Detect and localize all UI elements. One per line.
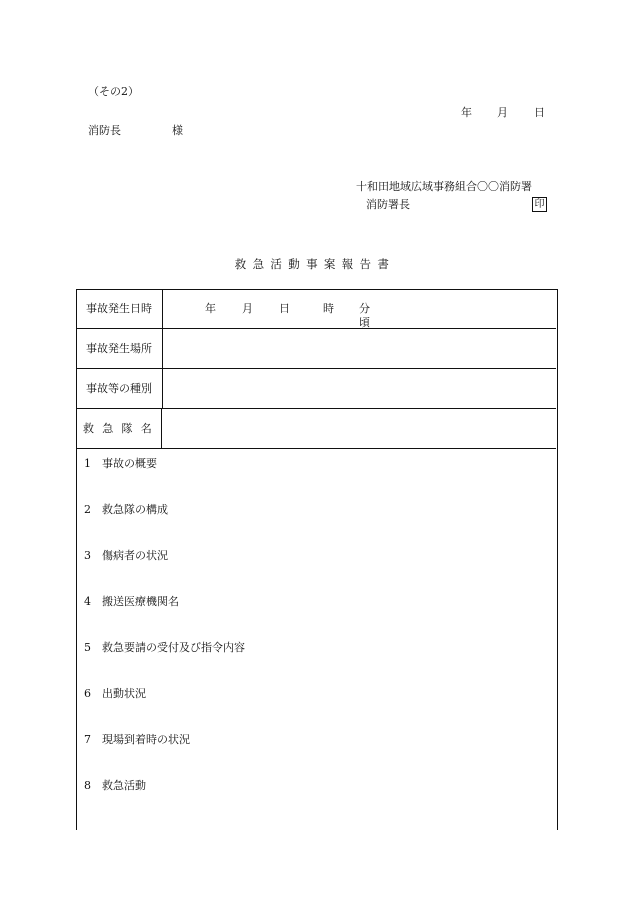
form-row-accident-type <box>76 369 556 409</box>
report-item <box>84 595 179 609</box>
item-number: 5 <box>84 641 91 654</box>
row-label: 事故等の種別 <box>76 369 163 408</box>
item-text: 搬送医療機関名 <box>102 595 179 608</box>
row-label: 事故発生場所 <box>76 329 163 368</box>
form-row-unit-name <box>76 409 556 449</box>
report-item <box>84 687 146 701</box>
item-number: 8 <box>84 779 91 792</box>
report-item <box>84 503 168 517</box>
item-number: 6 <box>84 687 91 700</box>
item-number: 4 <box>84 595 91 608</box>
report-item <box>84 779 146 793</box>
item-number: 3 <box>84 549 91 562</box>
datetime-day-label: 日 <box>279 302 290 315</box>
row-label: 事故発生日時 <box>76 289 163 328</box>
sheet-label: （その2） <box>88 85 139 98</box>
page-title: 救急活動事案報告書 <box>234 257 396 271</box>
report-item <box>84 641 245 655</box>
seal-mark <box>528 197 547 212</box>
seal-stamp: 印 <box>532 197 547 212</box>
row-label: 救急隊名 <box>76 409 162 448</box>
sender-position: 消防署長 <box>366 198 410 211</box>
datetime-hour-label: 時 <box>323 302 334 315</box>
item-text: 救急要請の受付及び指令内容 <box>102 641 245 654</box>
report-item <box>84 733 190 747</box>
date-day-label: 日 <box>534 106 545 119</box>
item-text: 救急活動 <box>102 779 146 792</box>
report-item <box>84 549 168 563</box>
item-number: 7 <box>84 733 91 746</box>
datetime-month-label: 月 <box>242 302 253 315</box>
report-form <box>76 289 558 829</box>
item-text: 現場到着時の状況 <box>102 733 190 746</box>
date-year-label: 年 <box>461 106 472 119</box>
datetime-minute-label: 分頃 <box>359 302 370 329</box>
form-row-datetime <box>76 289 556 329</box>
item-text: 救急隊の構成 <box>102 503 168 516</box>
datetime-year-label: 年 <box>205 302 216 315</box>
item-text: 傷病者の状況 <box>102 549 168 562</box>
item-number: 1 <box>84 457 91 470</box>
addressee-honorific: 様 <box>172 124 183 137</box>
form-row-location <box>76 329 556 369</box>
date-month-label: 月 <box>497 106 508 119</box>
sender-organization: 十和田地域広域事務組合〇〇消防署 <box>356 180 532 193</box>
item-text: 事故の概要 <box>102 457 157 470</box>
item-number: 2 <box>84 503 91 516</box>
report-item <box>84 457 157 471</box>
item-text: 出動状況 <box>102 687 146 700</box>
addressee-title: 消防長 <box>88 124 121 137</box>
